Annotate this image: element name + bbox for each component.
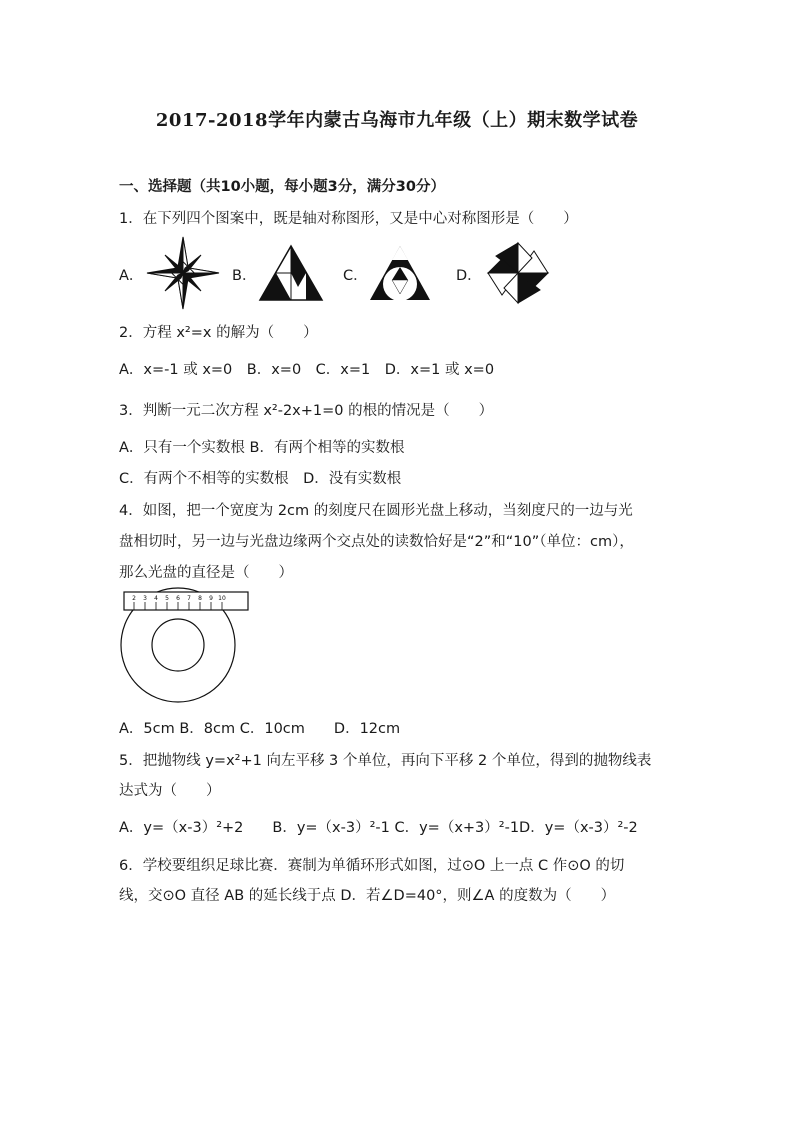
question-4-options: A．5cm B．8cm C．10cm D．12cm [119, 721, 401, 737]
question-4-stem-line-2: 盘相切时，另一边与光盘边缘两个交点处的读数恰好是“2”和“10”（单位：cm）， [119, 534, 634, 550]
q1-figure-d-pinwheel [484, 238, 552, 308]
ruler-tick-4: 4 [154, 595, 158, 602]
q1-figure-c-triangle-circle [368, 244, 432, 302]
ruler-tick-2: 2 [132, 595, 136, 602]
question-5-options: A．y=（x-3）²+2 B．y=（x-3）²-1 C．y=（x+3）²-1D．y=（x-3）²-2 [119, 820, 638, 836]
section-heading: 一、选择题（共10小题，每小题3分，满分30分） [119, 179, 445, 195]
ruler-tick-9: 9 [209, 595, 213, 602]
page-title: 2017-2018学年内蒙古乌海市九年级（上）期末数学试卷 [155, 110, 639, 131]
question-4-stem-line-3: 那么光盘的直径是（ ） [119, 565, 293, 581]
q1-figure-a-compass-star [145, 235, 221, 311]
question-5-stem-line-1: 5．把抛物线 y=x²+1 向左平移 3 个单位，再向下平移 2 个单位，得到的抛物线表 [119, 753, 652, 769]
ruler-tick-10: 10 [218, 595, 226, 602]
question-3-options-line-2: C．有两个不相等的实数根 D．没有实数根 [119, 471, 402, 487]
ruler-tick-3: 3 [143, 595, 147, 602]
q1-option-d-label: D． [456, 268, 482, 284]
question-6-stem-line-2: 线，交⊙O 直径 AB 的延长线于点 D．若∠D=40°，则∠A 的度数为（ ） [119, 888, 616, 904]
q1-figure-b-triangle [258, 244, 324, 302]
q1-option-b-label: B． [232, 268, 257, 284]
ruler-tick-6: 6 [176, 595, 180, 602]
q1-option-a-label: A． [119, 268, 144, 284]
question-3-stem: 3．判断一元二次方程 x²-2x+1=0 的根的情况是（ ） [119, 403, 494, 419]
question-2-options: A．x=-1 或 x=0 B．x=0 C．x=1 D．x=1 或 x=0 [119, 362, 495, 378]
question-1-stem: 1．在下列四个图案中，既是轴对称图形，又是中心对称图形是（ ） [119, 211, 578, 227]
question-2-stem: 2．方程 x²=x 的解为（ ） [119, 325, 318, 341]
question-6-stem-line-1: 6．学校要组织足球比赛．赛制为单循环形式如图，过⊙O 上一点 C 作⊙O 的切 [119, 858, 625, 874]
ruler-tick-5: 5 [165, 595, 169, 602]
question-4-stem-line-1: 4．如图，把一个宽度为 2cm 的刻度尺在圆形光盘上移动，当刻度尺的一边与光 [119, 503, 633, 519]
ruler-tick-7: 7 [187, 595, 191, 602]
q1-option-c-label: C． [343, 268, 368, 284]
q4-figure-ruler-disc [118, 590, 248, 708]
question-3-options-line-1: A．只有一个实数根 B．有两个相等的实数根 [119, 440, 405, 456]
ruler-tick-8: 8 [198, 595, 202, 602]
question-5-stem-line-2: 达式为（ ） [119, 783, 221, 799]
